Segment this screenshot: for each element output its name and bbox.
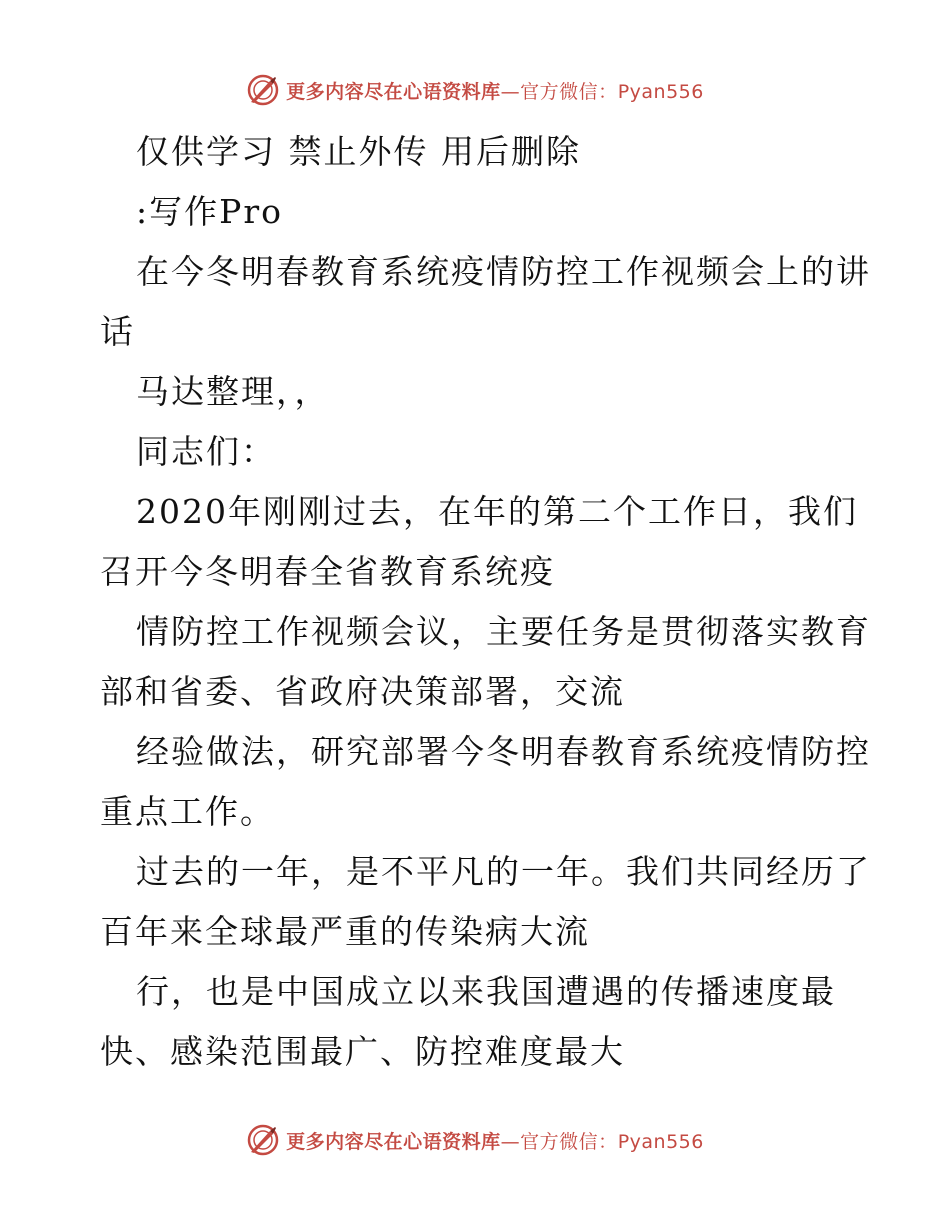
paragraph-line: 百年来全球最严重的传染病大流 bbox=[100, 912, 590, 951]
pen-logo-icon bbox=[246, 73, 280, 107]
paragraph-line: 行，也是中国成立以来我国遭遇的传播速度最 bbox=[136, 972, 836, 1011]
watermark-dash: — bbox=[500, 1130, 521, 1153]
watermark-label: 官方微信： bbox=[520, 1130, 618, 1153]
speech-title-line: 在今冬明春教育系统疫情防控工作视频会上的讲 bbox=[136, 252, 871, 291]
editor-line: 马达整理，， bbox=[136, 372, 330, 411]
paragraph-line: 情防控工作视频会议，主要任务是贯彻落实教育 bbox=[136, 612, 871, 651]
watermark-banner-top bbox=[0, 70, 950, 110]
watermark-banner-bottom bbox=[0, 1120, 950, 1160]
watermark-main-text: 更多内容尽在心语资料库 bbox=[286, 1130, 501, 1153]
paragraph-line: 2020年刚刚过去，在年的第二个工作日，我们 bbox=[136, 492, 858, 531]
salutation-line: 同志们： bbox=[136, 432, 276, 471]
pen-logo-icon bbox=[246, 1123, 280, 1157]
watermark-wechat-id: Pyan556 bbox=[617, 1130, 704, 1153]
source-line: :写作Pro bbox=[136, 192, 283, 231]
paragraph-line: 部和省委、省政府决策部署，交流 bbox=[100, 672, 625, 711]
paragraph-line: 重点工作。 bbox=[100, 792, 275, 831]
document-body bbox=[100, 122, 871, 1082]
watermark-wechat-id: Pyan556 bbox=[617, 80, 704, 103]
paragraph-line: 过去的一年，是不平凡的一年。我们共同经历了 bbox=[136, 852, 871, 891]
watermark-main-text: 更多内容尽在心语资料库 bbox=[286, 80, 501, 103]
watermark-label: 官方微信： bbox=[520, 80, 618, 103]
paragraph-line: 快、感染范围最广、防控难度最大 bbox=[100, 1032, 625, 1071]
disclaimer-line: 仅供学习 禁止外传 用后删除 bbox=[136, 132, 581, 171]
speech-title-line-cont: 话 bbox=[100, 312, 135, 351]
watermark-dash: — bbox=[500, 80, 521, 103]
paragraph-line: 召开今冬明春全省教育系统疫 bbox=[100, 552, 555, 591]
paragraph-line: 经验做法，研究部署今冬明春教育系统疫情防控 bbox=[136, 732, 871, 771]
